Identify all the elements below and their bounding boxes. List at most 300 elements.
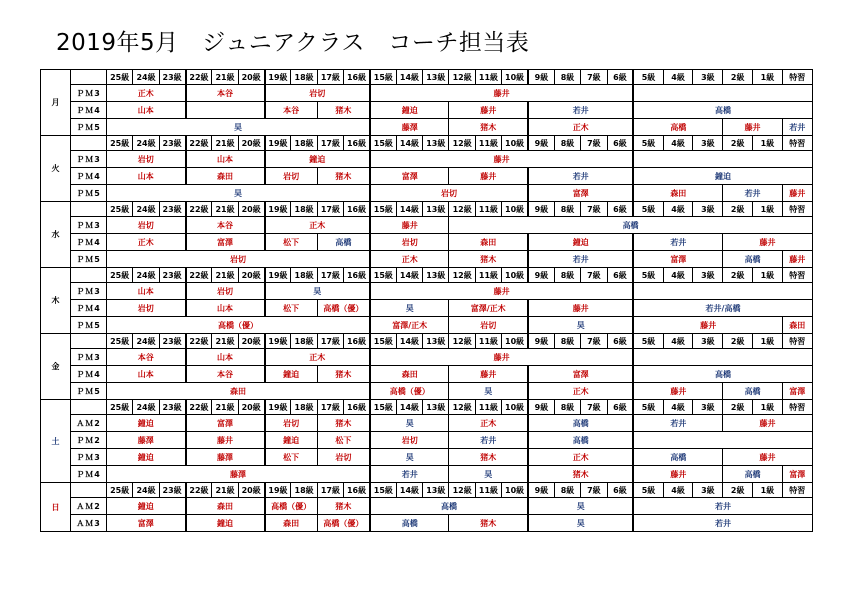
grade-header-cell: 20級 (238, 334, 264, 349)
coach-cell: 森田 (186, 168, 265, 185)
period-label: ＰＭ5 (71, 119, 107, 136)
grade-header-cell: 2級 (723, 268, 753, 283)
grade-header-row (41, 400, 813, 415)
coach-cell: 若井 (528, 168, 633, 185)
coach-cell: 昊 (370, 300, 449, 317)
coach-cell: 山本 (107, 283, 186, 300)
grade-header-cell: 11級 (475, 483, 501, 498)
grade-header-cell: 3級 (693, 202, 723, 217)
grade-header-cell: 4級 (663, 202, 693, 217)
grade-header-cell: 2級 (723, 136, 753, 151)
period-label: ＡＭ2 (71, 415, 107, 432)
coach-cell: 高橋（優） (107, 317, 370, 334)
coach-cell: 藤井 (633, 383, 722, 400)
coach-cell: 岩切 (107, 300, 186, 317)
grade-header-cell: 9級 (528, 70, 554, 85)
grade-header-cell: 10級 (502, 400, 528, 415)
grade-header-cell: 21級 (212, 400, 238, 415)
grade-header-cell: 22級 (186, 70, 212, 85)
grade-header-cell: 3級 (693, 334, 723, 349)
coach-cell: 昊 (370, 449, 449, 466)
grade-header-cell: 8級 (554, 70, 580, 85)
grade-header-cell: 22級 (186, 268, 212, 283)
grade-header-cell: 10級 (502, 268, 528, 283)
coach-cell: 猪木 (449, 119, 528, 136)
grade-header-cell: 24級 (133, 202, 159, 217)
coach-cell: 岩切 (317, 449, 370, 466)
period-row (41, 119, 813, 136)
coach-cell: 若井 (528, 102, 633, 119)
grade-header-cell: 23級 (159, 483, 185, 498)
coach-cell: 高橋 (633, 119, 722, 136)
grade-header-cell: 10級 (502, 136, 528, 151)
grade-header-cell: 8級 (554, 334, 580, 349)
header-blank-cell (71, 70, 107, 85)
coach-cell: 猪木 (317, 102, 370, 119)
grade-header-cell: 14級 (396, 400, 422, 415)
grade-header-cell: 2級 (723, 334, 753, 349)
period-label: ＰＭ3 (71, 217, 107, 234)
grade-header-cell: 6級 (607, 400, 633, 415)
grade-header-cell: 18級 (291, 202, 317, 217)
grade-header-cell: 2級 (723, 400, 753, 415)
coach-cell: 猪木 (317, 415, 370, 432)
coach-cell: 松下 (265, 234, 318, 251)
grade-header-cell: 16級 (344, 400, 370, 415)
period-row (41, 432, 813, 449)
grade-header-cell: 22級 (186, 136, 212, 151)
period-label: ＡＭ3 (71, 515, 107, 532)
period-row (41, 449, 813, 466)
coach-cell: 森田 (782, 317, 812, 334)
coach-cell: 藤井 (723, 234, 812, 251)
coach-cell: 山本 (186, 349, 265, 366)
day-label: 火 (41, 136, 71, 202)
grade-header-cell: 5級 (633, 202, 663, 217)
coach-cell: 富澤 (370, 168, 449, 185)
grade-header-cell: 7級 (581, 136, 607, 151)
coach-cell: 高橋 (633, 449, 722, 466)
coach-cell: 森田 (265, 515, 318, 532)
period-row (41, 185, 813, 202)
grade-header-row (41, 268, 813, 283)
grade-header-cell: 13級 (423, 202, 449, 217)
grade-header-cell: 1級 (753, 400, 783, 415)
grade-header-cell: 12級 (449, 268, 475, 283)
coach-cell: 藤井 (633, 466, 722, 483)
grade-header-cell: 11級 (475, 136, 501, 151)
grade-header-cell: 22級 (186, 202, 212, 217)
grade-header-cell: 15級 (370, 202, 396, 217)
grade-header-cell: 11級 (475, 70, 501, 85)
coach-cell (186, 102, 265, 119)
grade-header-cell: 19級 (265, 334, 291, 349)
grade-header-cell: 4級 (663, 70, 693, 85)
coach-cell: 昊 (107, 185, 370, 202)
coach-cell: 岩切 (265, 415, 318, 432)
grade-header-cell: 18級 (291, 483, 317, 498)
period-row (41, 283, 813, 300)
coach-cell: 富澤 (528, 185, 633, 202)
coach-cell: 藤井 (782, 185, 812, 202)
grade-header-cell: 25級 (107, 202, 133, 217)
period-row (41, 383, 813, 400)
grade-header-cell: 6級 (607, 334, 633, 349)
grade-header-cell: 14級 (396, 136, 422, 151)
period-row (41, 415, 813, 432)
coach-cell: 藤澤 (107, 466, 370, 483)
grade-header-cell: 18級 (291, 70, 317, 85)
coach-cell: 岩切 (107, 251, 370, 268)
grade-header-cell: 3級 (693, 483, 723, 498)
coach-cell (633, 151, 812, 168)
period-row (41, 151, 813, 168)
coach-cell: 鐘迫 (633, 168, 812, 185)
grade-header-cell: 1級 (753, 202, 783, 217)
grade-header-cell: 11級 (475, 268, 501, 283)
coach-cell: 昊 (107, 119, 370, 136)
grade-header-cell: 25級 (107, 136, 133, 151)
grade-header-cell: 6級 (607, 70, 633, 85)
coach-cell: 若井 (633, 415, 722, 432)
grade-header-cell: 20級 (238, 400, 264, 415)
coach-cell: 藤井 (782, 251, 812, 268)
grade-header-cell: 20級 (238, 483, 264, 498)
grade-header-cell: 7級 (581, 268, 607, 283)
grade-header-cell: 24級 (133, 136, 159, 151)
grade-header-cell: 11級 (475, 334, 501, 349)
header-blank-cell (71, 268, 107, 283)
coach-cell: 若井 (633, 234, 722, 251)
grade-header-cell: 9級 (528, 202, 554, 217)
coach-cell: 鐘迫 (107, 415, 186, 432)
coach-cell: 昊 (528, 515, 633, 532)
grade-header-cell: 6級 (607, 136, 633, 151)
grade-header-cell: 8級 (554, 268, 580, 283)
grade-header-cell: 特習 (782, 400, 812, 415)
coach-cell (633, 432, 812, 449)
coach-cell: 山本 (186, 300, 265, 317)
grade-header-cell: 13級 (423, 136, 449, 151)
grade-header-cell: 20級 (238, 136, 264, 151)
grade-header-cell: 8級 (554, 400, 580, 415)
coach-cell: 高橋 (528, 415, 633, 432)
grade-header-cell: 12級 (449, 70, 475, 85)
grade-header-cell: 23級 (159, 400, 185, 415)
grade-header-cell: 23級 (159, 136, 185, 151)
grade-header-cell: 7級 (581, 483, 607, 498)
grade-header-cell: 22級 (186, 334, 212, 349)
coach-schedule-table (40, 69, 813, 532)
period-label: ＰＭ4 (71, 168, 107, 185)
grade-header-cell: 13級 (423, 70, 449, 85)
grade-header-cell: 2級 (723, 202, 753, 217)
grade-header-cell: 19級 (265, 268, 291, 283)
coach-cell: 鐘迫 (370, 102, 449, 119)
coach-cell: 鐘迫 (265, 366, 318, 383)
grade-header-cell: 5級 (633, 136, 663, 151)
header-blank-cell (71, 400, 107, 415)
period-label: ＰＭ4 (71, 366, 107, 383)
grade-header-cell: 9級 (528, 400, 554, 415)
grade-header-cell: 18級 (291, 334, 317, 349)
grade-header-cell: 13級 (423, 483, 449, 498)
grade-header-cell: 18級 (291, 136, 317, 151)
grade-header-cell: 14級 (396, 483, 422, 498)
coach-cell: 鐘迫 (107, 498, 186, 515)
grade-header-cell: 17級 (317, 136, 343, 151)
coach-cell: 岩切 (370, 185, 528, 202)
period-row (41, 300, 813, 317)
grade-header-cell: 23級 (159, 70, 185, 85)
grade-header-cell: 6級 (607, 202, 633, 217)
header-blank-cell (71, 202, 107, 217)
grade-header-cell: 24級 (133, 400, 159, 415)
grade-header-cell: 13級 (423, 334, 449, 349)
coach-cell: 猪木 (449, 449, 528, 466)
grade-header-cell: 3級 (693, 136, 723, 151)
coach-cell: 正木 (528, 383, 633, 400)
grade-header-cell: 17級 (317, 334, 343, 349)
grade-header-row (41, 334, 813, 349)
coach-cell: 鐘迫 (186, 515, 265, 532)
grade-header-cell: 5級 (633, 400, 663, 415)
coach-cell: 藤井 (723, 119, 783, 136)
header-blank-cell (71, 483, 107, 498)
grade-header-cell: 19級 (265, 202, 291, 217)
grade-header-cell: 6級 (607, 483, 633, 498)
grade-header-cell: 15級 (370, 70, 396, 85)
coach-cell: 高橋 (370, 498, 528, 515)
coach-cell: 正木 (528, 119, 633, 136)
coach-cell: 若井 (633, 498, 812, 515)
period-label: ＰＭ3 (71, 151, 107, 168)
grade-header-cell: 17級 (317, 400, 343, 415)
grade-header-cell: 16級 (344, 483, 370, 498)
day-label: 水 (41, 202, 71, 268)
coach-cell: 富澤 (782, 383, 812, 400)
grade-header-cell: 15級 (370, 483, 396, 498)
grade-header-cell: 7級 (581, 70, 607, 85)
grade-header-cell: 5級 (633, 70, 663, 85)
grade-header-cell: 11級 (475, 202, 501, 217)
coach-cell: 高橋 (449, 217, 812, 234)
grade-header-cell: 23級 (159, 334, 185, 349)
grade-header-cell: 7級 (581, 334, 607, 349)
coach-cell: 鐘迫 (265, 151, 370, 168)
coach-cell: 昊 (265, 283, 370, 300)
coach-cell: 高橋 (633, 102, 812, 119)
coach-cell: 藤井 (723, 415, 812, 432)
grade-header-cell: 14級 (396, 202, 422, 217)
period-label: ＰＭ5 (71, 383, 107, 400)
coach-cell: 鐘迫 (107, 449, 186, 466)
coach-cell: 山本 (186, 151, 265, 168)
grade-header-cell: 17級 (317, 70, 343, 85)
coach-cell: 森田 (107, 383, 370, 400)
coach-cell: 富澤 (633, 251, 722, 268)
coach-cell (633, 283, 812, 300)
grade-header-cell: 19級 (265, 70, 291, 85)
period-label: ＰＭ4 (71, 102, 107, 119)
grade-header-cell: 16級 (344, 136, 370, 151)
grade-header-cell: 12級 (449, 136, 475, 151)
grade-header-cell: 1級 (753, 136, 783, 151)
coach-cell: 高橋 (723, 383, 783, 400)
coach-cell: 昊 (370, 415, 449, 432)
coach-cell: 松下 (317, 432, 370, 449)
period-row (41, 317, 813, 334)
coach-cell: 岩切 (370, 234, 449, 251)
grade-header-cell: 10級 (502, 70, 528, 85)
period-row (41, 366, 813, 383)
period-label: ＰＭ3 (71, 283, 107, 300)
coach-cell: 正木 (107, 234, 186, 251)
coach-cell: 若井 (370, 466, 449, 483)
period-row (41, 349, 813, 366)
coach-cell: 松下 (265, 300, 318, 317)
period-label: ＰＭ2 (71, 432, 107, 449)
coach-cell: 富澤 (782, 466, 812, 483)
coach-cell: 藤井 (633, 317, 782, 334)
coach-cell: 猪木 (317, 498, 370, 515)
grade-header-cell: 1級 (753, 334, 783, 349)
coach-cell: 本谷 (107, 349, 186, 366)
coach-cell: 昊 (528, 317, 633, 334)
day-label: 月 (41, 70, 71, 136)
coach-cell: 森田 (449, 234, 528, 251)
period-row (41, 498, 813, 515)
grade-header-cell: 2級 (723, 70, 753, 85)
coach-cell: 藤井 (370, 217, 449, 234)
coach-cell: 昊 (528, 498, 633, 515)
grade-header-cell: 21級 (212, 334, 238, 349)
grade-header-cell: 5級 (633, 334, 663, 349)
coach-cell: 正木 (107, 85, 186, 102)
coach-cell: 正木 (265, 217, 370, 234)
coach-cell: 高橋（優） (370, 383, 449, 400)
coach-cell: 富澤/正木 (370, 317, 449, 334)
grade-header-cell: 19級 (265, 483, 291, 498)
grade-header-cell: 19級 (265, 136, 291, 151)
grade-header-cell: 20級 (238, 70, 264, 85)
grade-header-cell: 4級 (663, 268, 693, 283)
grade-header-cell: 4級 (663, 136, 693, 151)
grade-header-cell: 15級 (370, 334, 396, 349)
grade-header-cell: 22級 (186, 483, 212, 498)
grade-header-cell: 5級 (633, 483, 663, 498)
coach-cell: 藤井 (449, 168, 528, 185)
coach-cell: 藤井 (370, 151, 633, 168)
grade-header-cell: 3級 (693, 400, 723, 415)
period-row (41, 85, 813, 102)
grade-header-cell: 15級 (370, 268, 396, 283)
period-label: ＰＭ4 (71, 466, 107, 483)
grade-header-cell: 12級 (449, 334, 475, 349)
grade-header-cell: 9級 (528, 268, 554, 283)
grade-header-cell: 25級 (107, 70, 133, 85)
grade-header-cell: 8級 (554, 202, 580, 217)
coach-cell: 松下 (265, 449, 318, 466)
period-row (41, 515, 813, 532)
grade-header-cell: 特習 (782, 202, 812, 217)
grade-header-cell: 10級 (502, 483, 528, 498)
coach-cell: 富澤 (107, 515, 186, 532)
coach-cell: 猪木 (449, 515, 528, 532)
coach-cell: 本谷 (186, 85, 265, 102)
grade-header-cell: 9級 (528, 483, 554, 498)
grade-header-cell: 2級 (723, 483, 753, 498)
grade-header-cell: 15級 (370, 136, 396, 151)
coach-cell: 岩切 (186, 283, 265, 300)
grade-header-cell: 3級 (693, 268, 723, 283)
period-label: ＡＭ2 (71, 498, 107, 515)
grade-header-row (41, 483, 813, 498)
grade-header-cell: 19級 (265, 400, 291, 415)
grade-header-cell: 11級 (475, 400, 501, 415)
coach-cell: 富澤/正木 (449, 300, 528, 317)
coach-cell: 本谷 (186, 366, 265, 383)
coach-cell: 若井 (528, 251, 633, 268)
grade-header-cell: 10級 (502, 202, 528, 217)
grade-header-cell: 23級 (159, 268, 185, 283)
coach-cell: 藤澤 (370, 119, 449, 136)
coach-cell: 猪木 (317, 168, 370, 185)
grade-header-cell: 20級 (238, 268, 264, 283)
grade-header-cell: 1級 (753, 268, 783, 283)
grade-header-cell: 5級 (633, 268, 663, 283)
coach-cell: 正木 (370, 251, 449, 268)
period-label: ＰＭ5 (71, 317, 107, 334)
coach-cell: 猪木 (449, 251, 528, 268)
grade-header-cell: 21級 (212, 136, 238, 151)
period-label: ＰＭ5 (71, 185, 107, 202)
grade-header-cell: 20級 (238, 202, 264, 217)
coach-cell: 高橋（優） (317, 515, 370, 532)
grade-header-cell: 12級 (449, 202, 475, 217)
coach-cell: 若井 (782, 119, 812, 136)
grade-header-cell: 21級 (212, 268, 238, 283)
coach-cell: 本谷 (186, 217, 265, 234)
day-label: 木 (41, 268, 71, 334)
grade-header-cell: 25級 (107, 334, 133, 349)
day-label: 金 (41, 334, 71, 400)
grade-header-cell: 13級 (423, 400, 449, 415)
coach-cell: 若井 (449, 432, 528, 449)
grade-header-cell: 7級 (581, 400, 607, 415)
period-label: ＰＭ3 (71, 449, 107, 466)
grade-header-cell: 17級 (317, 268, 343, 283)
coach-cell: 藤井 (528, 300, 633, 317)
grade-header-cell: 特習 (782, 268, 812, 283)
grade-header-cell: 16級 (344, 334, 370, 349)
coach-cell: 高橋 (317, 234, 370, 251)
grade-header-cell: 6級 (607, 268, 633, 283)
coach-cell: 森田 (370, 366, 449, 383)
grade-header-cell: 8級 (554, 483, 580, 498)
grade-header-cell: 17級 (317, 202, 343, 217)
coach-cell: 高橋 (723, 466, 783, 483)
coach-cell: 若井 (723, 185, 783, 202)
coach-cell: 岩切 (265, 168, 318, 185)
period-label: ＰＭ4 (71, 300, 107, 317)
grade-header-cell: 9級 (528, 136, 554, 151)
coach-cell: 高橋 (633, 366, 812, 383)
grade-header-cell: 24級 (133, 70, 159, 85)
grade-header-cell: 24級 (133, 334, 159, 349)
grade-header-cell: 10級 (502, 334, 528, 349)
grade-header-cell: 9級 (528, 334, 554, 349)
